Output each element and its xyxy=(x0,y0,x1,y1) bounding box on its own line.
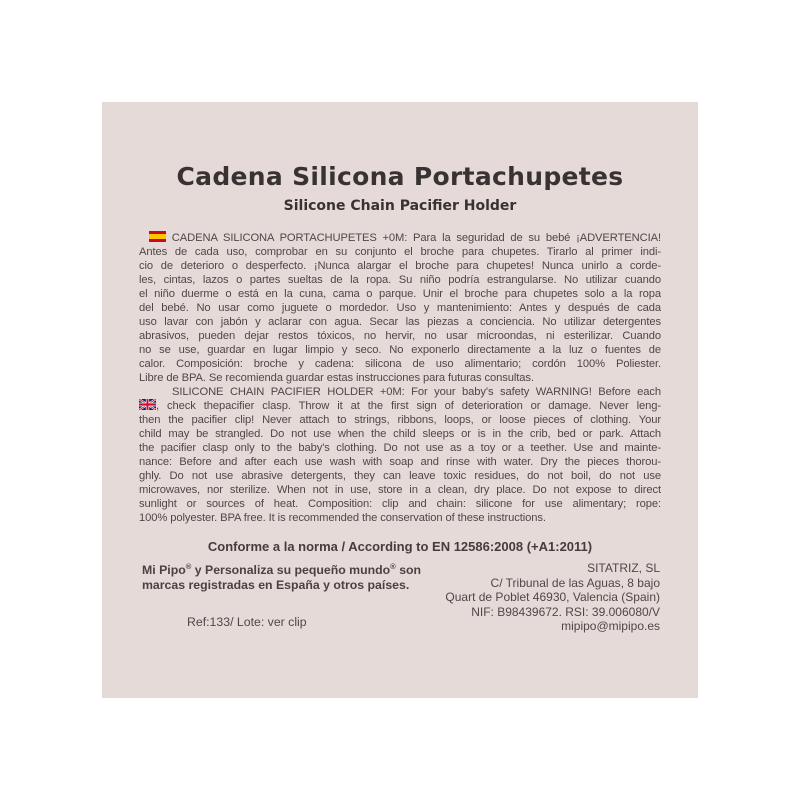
company-address-line: Quart de Poblet 46930, Valencia (Spain) xyxy=(445,590,660,604)
product-label xyxy=(102,102,698,698)
instructions-line: Antes de cada uso, comprobar en su conjunto el broche para chupetes. Tirarlo al primer indi- xyxy=(139,246,661,258)
instructions-text xyxy=(139,231,661,525)
instructions-line: CADENA SILICONA PORTACHUPETES +0M: Para la seguridad de su bebé ¡ADVERTENCIA! xyxy=(139,231,661,245)
instructions-line: cio de deterioro o desperfecto. ¡Nunca alargar el broche para chupetes! Nunca unirlo a corde- xyxy=(139,260,661,272)
company-address-line: SITATRIZ, SL xyxy=(587,561,660,575)
company-address-line: NIF: B98439672. RSI: 39.006080/V xyxy=(471,604,660,619)
instructions-line: uso lavar con jabón y aclarar con agua. Secar las piezas a conciencia. No utilizar detergentes xyxy=(139,316,661,328)
trademark-line: Mi Pipo® y Personaliza su pequeño mundo® son xyxy=(142,561,422,577)
standard-compliance: Conforme a la norma / According to EN 12586:2008 (+A1:2011) xyxy=(207,539,593,554)
company-address-line: mipipo@mipipo.es xyxy=(561,619,660,633)
instructions-line: el niño duerme o está en la cuna, cama o parque. Unir el broche para chupetes solo a la ropa xyxy=(139,288,661,300)
instructions-line: calor. Composición: broche y cadena: silicona de uso alimentario; cordón 100% Poliester. xyxy=(139,358,661,370)
product-title: Cadena Silicona Portachupetes xyxy=(176,162,624,191)
trademark-line: marcas registradas en España y otros países. xyxy=(142,578,410,592)
spain-flag-icon xyxy=(149,231,166,242)
company-address xyxy=(360,561,660,634)
instructions-line: les, cintas, lazos o partes sueltas de la ropa. Su niño podría estrangularse. No utilizar cuando xyxy=(139,274,661,286)
instructions-line: sunlight or sources of heat. Composition: clip and chain: silicone for use alimentary; rope: xyxy=(139,498,661,510)
ref-lot-line: Ref:133/ Lote: ver clip xyxy=(187,615,307,629)
instructions-line: Libre de BPA. Se recomienda guardar estas instrucciones para futuras consultas. xyxy=(139,372,534,384)
instructions-line: child may be strangled. Do not use when the child sleeps or is in the crib, bed or park. Attach xyxy=(139,428,661,440)
product-subtitle: Silicone Chain Pacifier Holder xyxy=(283,198,517,214)
company-address-line: C/ Tribunal de las Aguas, 8 bajo xyxy=(490,575,660,590)
instructions-line: 100% polyester. BPA free. It is recommended the conservation of these instructions. xyxy=(139,512,546,524)
instructions-line: , check thepacifier clasp. Throw it at the first sign of deterioration or damage. Never leng- xyxy=(139,399,661,413)
instructions-line: nance: Before and after each use wash with soap and rinse with water. Dry the pieces thorou- xyxy=(139,456,661,468)
instructions-line: the pacifier clasp only to the baby's clothing. Do not use as a toy or a teether. Use and mainte- xyxy=(139,442,661,454)
instructions-line: no se use, guardar en lugar limpio y seco. No exponerlo directamente a la luz o fuentes de xyxy=(139,344,661,356)
instructions-line: microwaves, nor sterilize. When not in use, store in a clean, dry place. Do not expose to direct xyxy=(139,484,661,496)
instructions-line: ghly. Do not use abrasive detergents, they can leave toxic residues, do not boil, do not use xyxy=(139,470,661,482)
instructions-line: then the pacifier clip! Never attach to strings, ribbons, loops, or loose pieces of clothing. Your xyxy=(139,414,661,426)
instructions-line: abrasivos, pueden dejar restos tóxicos, no hervir, no usar microondas, ni esterilizar. Cuando xyxy=(139,330,661,342)
instructions-line: del bebé. No usar como juguete o mordedor. Uso y mantenimiento: Antes y después de cada xyxy=(139,302,661,314)
uk-flag-icon xyxy=(139,399,156,410)
instructions-line: SILICONE CHAIN PACIFIER HOLDER +0M: For your baby's safety WARNING! Before each xyxy=(172,386,661,398)
